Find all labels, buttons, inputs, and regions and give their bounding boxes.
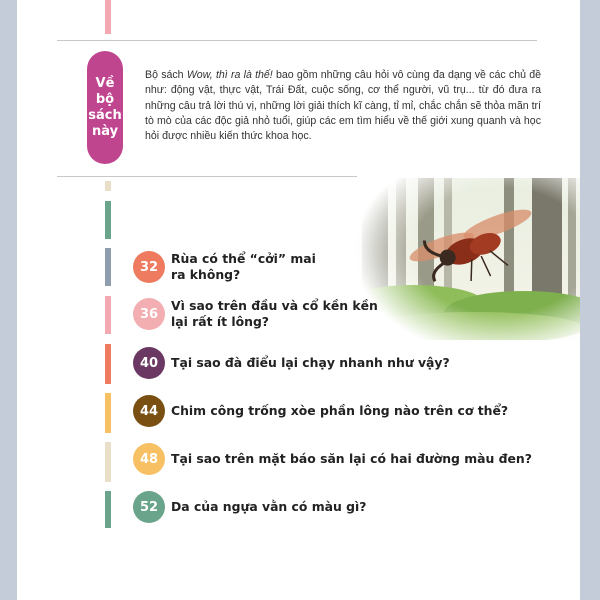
about-badge — [87, 51, 123, 164]
chapter-item[interactable] — [133, 298, 378, 330]
divider-top — [57, 40, 537, 41]
color-bar — [105, 442, 111, 482]
page-number-badge: 48 — [133, 443, 165, 475]
chapter-title: Vì sao trên đầu và cổ kền kền lại rất ít lông? — [171, 298, 378, 329]
divider-middle — [57, 176, 357, 177]
chapter-item[interactable] — [133, 251, 316, 283]
page-number-badge: 44 — [133, 395, 165, 427]
page-number-badge: 40 — [133, 347, 165, 379]
chapter-item[interactable] — [133, 395, 508, 427]
color-bar — [105, 344, 111, 384]
chapter-item[interactable] — [133, 443, 532, 475]
chapter-title: Tại sao đà điểu lại chạy nhanh như vậy? — [171, 355, 450, 370]
left-page-edge — [0, 0, 17, 600]
right-page-edge — [580, 0, 600, 600]
chapter-title: Chim công trống xòe phần lông nào trên cơ thể? — [171, 403, 509, 418]
page-number-badge: 32 — [133, 251, 165, 283]
chapter-item[interactable] — [133, 347, 450, 379]
chapter-item[interactable] — [133, 491, 366, 523]
color-bar — [105, 491, 111, 528]
page-number-badge: 52 — [133, 491, 165, 523]
color-bar — [105, 248, 111, 286]
page-number-badge: 36 — [133, 298, 165, 330]
chapter-title: Rùa có thể “cởi” mai ra không? — [171, 251, 316, 282]
color-bar — [105, 393, 111, 433]
book-title: Wow, thì ra là thế! — [186, 69, 273, 81]
color-bar — [105, 201, 111, 239]
intro-paragraph: Bộ sách Wow, thì ra là thế! bao gồm những câu hỏi vô cùng đa dạng về các chủ đề như: động vật, thực vật, Trái Đất, cuộc sống, cơ thể người, vũ trụ... từ đó đưa ra những câu trả lời thú vị, những lời giải thích kĩ càng, tỉ mỉ, chắc chắn sẽ thỏa mãn trí tò mò của các độc giả nhỏ tuổi, giúp các em tìm hiểu về thế giới xung quanh và học hỏi được nhiều kiến thức khoa học. — [145, 69, 541, 143]
about-badge-text: Về bộ sách này — [88, 75, 122, 139]
color-bar-top — [105, 0, 111, 34]
chapter-title: Da của ngựa vằn có màu gì? — [171, 499, 367, 514]
color-bar — [105, 181, 111, 191]
chapter-title: Tại sao trên mặt báo săn lại có hai đường màu đen? — [171, 451, 532, 466]
beetle-forest-illustration — [354, 178, 580, 340]
color-bar — [105, 296, 111, 334]
book-page — [17, 0, 580, 600]
